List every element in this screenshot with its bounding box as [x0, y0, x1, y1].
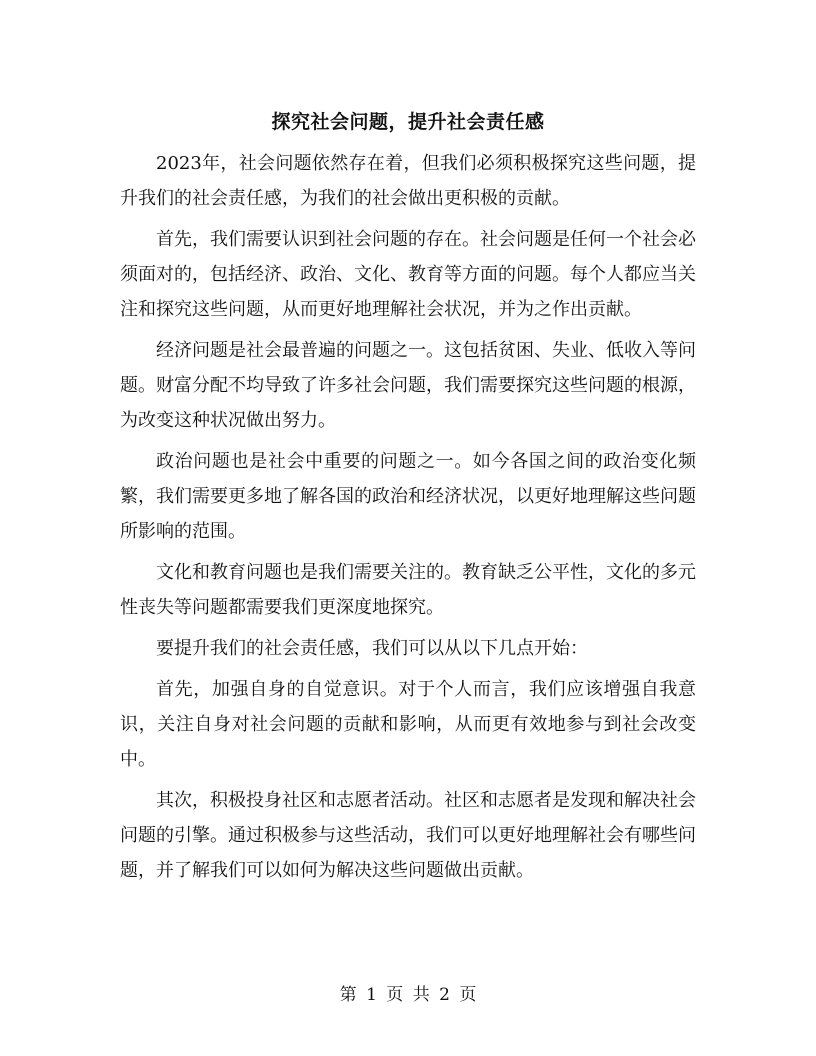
document-title: 探究社会问题，提升社会责任感: [271, 110, 545, 133]
paragraph-8: 其次，积极投身社区和志愿者活动。社区和志愿者是发现和解决社会问题的引擎。通过积极参与这些活动，我们可以更好地理解社会有哪些问题，并了解我们可以如何为解决这些问题做出贡献。: [120, 790, 696, 881]
paragraph-7: 首先，加强自身的自觉意识。对于个人而言，我们应该增强自我意识，关注自身对社会问题的贡献和影响，从而更有效地参与到社会改变中。: [120, 679, 696, 770]
page-footer: 第 1 页 共 2 页: [339, 985, 477, 1005]
paragraph-5: 文化和教育问题也是我们需要关注的。教育缺乏公平性，文化的多元性丧失等问题都需要我们更深度地探究。: [120, 562, 696, 618]
document-body: [120, 146, 696, 894]
paragraph-6: 要提升我们的社会责任感，我们可以从以下几点开始：: [156, 638, 588, 659]
paragraph-3: 经济问题是社会最普遍的问题之一。这包括贫困、失业、低收入等问题。财富分配不均导致了许多社会问题，我们需要探究这些问题的根源，为改变这种状况做出努力。: [120, 340, 696, 431]
paragraph-4: 政治问题也是社会中重要的问题之一。如今各国之间的政治变化频繁，我们需要更多地了解各国的政治和经济状况，以更好地理解这些问题所影响的范围。: [120, 451, 696, 542]
paragraph-2: 首先，我们需要认识到社会问题的存在。社会问题是任何一个社会必须面对的，包括经济、政治、文化、教育等方面的问题。每个人都应当关注和探究这些问题，从而更好地理解社会状况，并为之作出贡献。: [120, 229, 696, 320]
paragraph-1: 2023年，社会问题依然存在着，但我们必须积极探究这些问题，提升我们的社会责任感，为我们的社会做出更积极的贡献。: [120, 153, 696, 209]
